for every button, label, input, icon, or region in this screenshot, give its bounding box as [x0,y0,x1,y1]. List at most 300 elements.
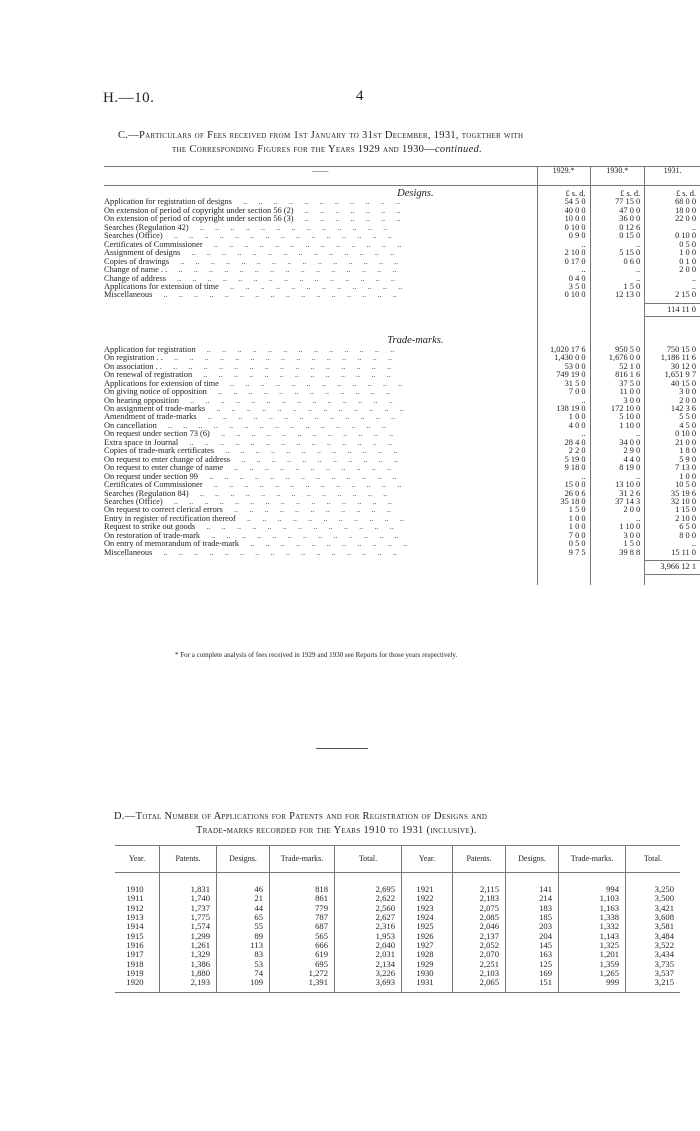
leader-dots: .. .. .. .. .. .. .. .. .. .. .. .. .. [205,403,404,413]
applications-cell: 2,075 [453,904,506,913]
designs-item-label-text: Searches (Regulation 42) [104,222,189,232]
trademarks-item-1931: 142 3 6 [645,405,700,413]
designs-item-label-text: Assignment of designs [104,248,181,258]
applications-cell: 1,325 [559,941,626,950]
applications-cell: 169 [506,969,559,978]
trademarks-item-label-text: Application for registration [104,344,196,354]
designs-item-1931: 0 5 0 [645,241,700,249]
trademarks-item-1930: 13 10 0 [590,481,645,489]
designs-total-row-value: 114 11 0 [645,303,700,316]
applications-cell: 1,299 [160,932,217,941]
applications-cell: 1,261 [160,941,217,950]
applications-header-row [115,846,680,873]
leader-dots: .. .. .. .. .. .. .. .. .. .. .. [222,505,391,515]
trademarks-item-1930: 8 19 0 [590,464,645,472]
leader-dots: .. .. .. .. .. .. .. .. .. .. .. .. .. [197,471,397,481]
applications-cell: 1930 [402,969,453,978]
trademarks-item-1930: 3 0 0 [590,532,645,540]
applications-cell: 2,627 [335,913,402,922]
leader-dots: .. .. .. .. .. .. .. .. .. .. .. .. .. .. .. [169,256,399,266]
document-reference: H.—10. [103,90,155,106]
leader-dots: .. .. .. .. .. .. .. .. .. .. .. .. .. .. .. [156,420,387,430]
applications-header-4: Total. [335,846,402,873]
trademarks-item-1931: 750 15 0 [645,346,700,354]
trademarks-item-label-text: Miscellaneous [104,547,153,557]
applications-cell: 3,522 [626,941,681,950]
fees-header-desc: —— [104,167,537,186]
applications-header-8: Trade-marks. [559,846,626,873]
applications-cell: 818 [270,873,335,895]
applications-cell: 3,226 [335,969,402,978]
applications-cell: 214 [506,894,559,903]
designs-item-label-text: Certificates of Commissioner [104,239,203,249]
applications-cell: 695 [270,960,335,969]
applications-cell: 83 [217,950,270,959]
trademarks-item-1930: 5 10 0 [590,413,645,421]
applications-cell: 1916 [126,940,144,951]
leader-dots: .. .. .. .. .. .. .. .. .. .. .. .. .. .. .. [161,361,392,371]
designs-item-1931: 2 15 0 [645,291,700,299]
leader-dots: .. .. .. .. .. .. .. .. .. .. .. .. .. .. .. [162,231,392,241]
trademarks-item-label-text: On association . . [104,361,162,371]
section-c-title-line2 [172,144,482,155]
trademarks-item-1931: 2 10 0 [645,515,700,523]
trademarks-item-1929: 1 5 0 [537,506,590,514]
leader-dots: .. .. .. .. .. .. .. .. .. .. .. [239,539,408,549]
applications-header-0: Year. [115,846,160,873]
section-c-title-line1: C.—Particulars of Fees received from 1st January to 31st December, 1931, together with [118,130,524,141]
applications-cell: 1931 [402,978,453,992]
trademarks-total-row-value: 3,966 12 1 [645,561,700,574]
trademarks-item-label [104,549,537,557]
designs-item-1930: 36 0 0 [590,215,645,223]
trademarks-item-label-text: Searches (Office) [104,496,163,506]
leader-dots: .. .. .. .. .. .. .. .. .. .. .. .. [209,429,394,439]
leader-dots: .. .. .. .. .. .. .. .. .. .. .. [230,454,399,464]
designs-item-1929: 0 9 0 [537,232,590,240]
applications-cell: 125 [506,960,559,969]
trademarks-gap-cell-2 [590,317,645,338]
applications-cell: 1912 [126,902,144,913]
applications-header-9: Total. [626,846,681,873]
trademarks-item-1931: 0 10 0 [645,430,700,438]
trademarks-item-1931: 1,651 9 7 [645,371,700,379]
trademarks-item-1929: 1,020 17 6 [537,346,590,354]
trademarks-item-1930: 2 9 0 [590,447,645,455]
designs-item-1931: 22 0 0 [645,215,700,223]
designs-item-1930: 0 12 6 [590,224,645,232]
trademarks-item-label-text: On request under section 73 (6) [104,429,210,439]
applications-cell: 3,693 [335,978,402,992]
leader-dots: .. .. .. .. .. .. .. .. .. .. .. .. .. .. [178,437,393,447]
trademarks-item-1930: 950 5 0 [590,346,645,354]
trademarks-item-1929: 53 0 0 [537,363,590,371]
applications-cell: 2,560 [335,904,402,913]
applications-cell: 1921 [402,873,453,895]
trademarks-item-1930: 31 2 6 [590,490,645,498]
leader-dots: .. .. .. .. .. .. .. .. .. .. .. .. .. .. .. .. [152,547,397,557]
fees-bottom-spacer [104,574,700,585]
designs-item-label-text: Copies of drawings [104,256,170,266]
trademarks-total-row-blank [104,561,537,574]
designs-item-1929: 0 10 0 [537,224,590,232]
section-c-title-line2-text: the Corresponding Figures for the Years 1929 and 1930— [172,144,435,155]
leader-dots: .. .. .. .. .. .. .. .. .. .. .. .. .. [200,530,399,540]
applications-cell: 109 [217,978,270,992]
leader-dots: .. .. .. .. .. .. .. .. .. .. .. .. [218,281,403,291]
trademarks-gap [104,317,700,338]
applications-cell: 1,272 [270,969,335,978]
applications-cell: 1917 [126,949,144,960]
designs-item-1931: 0 1 0 [645,258,700,266]
applications-cell: 151 [506,978,559,992]
trademarks-item-label-text: Request to strike out goods [104,522,196,532]
trademarks-item-1931: 1 0 0 [645,473,700,481]
trademarks-gap-cell-0 [104,317,537,338]
trademarks-item-1929: 4 0 0 [537,422,590,430]
applications-cell: 44 [217,904,270,913]
designs-total-row [104,303,700,316]
fees-bottom-spacer-cell-3 [645,574,700,585]
trademarks-item-1929: 15 0 0 [537,481,590,489]
trademarks-item-1930: 37 5 0 [590,380,645,388]
applications-cell: 1926 [402,932,453,941]
designs-item-1929: 40 0 0 [537,207,590,215]
trademarks-item-1929: 9 18 0 [537,464,590,472]
trademarks-item-1930: 3 0 0 [590,397,645,405]
page-number: 4 [356,88,364,104]
trademarks-item-1929: 5 19 0 [537,456,590,464]
applications-cell: 2,103 [453,969,506,978]
designs-total-row-blank-1930 [590,303,645,316]
designs-item-1929: 0 17 0 [537,258,590,266]
applications-cell: 185 [506,913,559,922]
trademarks-total-row [104,561,700,574]
applications-row [115,978,680,992]
designs-item-label-text: On extension of period of copyright under section 56 (2) [104,205,294,215]
leader-dots: .. .. .. .. .. .. .. [293,205,401,215]
applications-cell: 2,193 [160,978,217,992]
leader-dots: .. .. .. .. .. .. .. .. .. .. .. .. .. .. [180,248,395,258]
applications-cell: 1,391 [270,978,335,992]
trademarks-item-1931: 10 5 0 [645,481,700,489]
trademarks-item-label-text: On registration . . [104,353,163,363]
trademarks-item-label-text: On request to enter change of name [104,463,224,473]
trademarks-item-1931: 3 0 0 [645,388,700,396]
designs-heading-row-label: Designs. [397,188,434,199]
designs-item-label-text: Application for registration of designs [104,197,232,207]
designs-item-1930: 12 13 0 [590,291,645,299]
designs-item-1931: 18 0 0 [645,207,700,215]
applications-cell: 1,740 [160,894,217,903]
applications-cell: 203 [506,922,559,931]
trademarks-item-label-text: Extra space in Journal [104,437,179,447]
trademarks-item-1931: 1 15 0 [645,506,700,514]
applications-cell: 1,103 [559,894,626,903]
trademarks-item-1931: 4 5 0 [645,422,700,430]
applications-cell: 787 [270,913,335,922]
designs-item-1930: .. [590,241,645,249]
leader-dots: .. .. .. .. .. .. .. .. .. .. .. .. .. .. .. [162,353,393,363]
designs-item-1931: 2 0 0 [645,266,700,274]
designs-item-1930: 77 15 0 [590,198,645,206]
applications-cell: 1,201 [559,950,626,959]
trademarks-item-1929: 7 0 0 [537,388,590,396]
trademarks-item-1931: 1,186 11 6 [645,354,700,362]
trademarks-item-label-text: On restoration of trade-mark [104,530,201,540]
applications-cell: 565 [270,932,335,941]
trademarks-item-1929: 9 7 5 [537,549,590,557]
applications-cell: 2,085 [453,913,506,922]
applications-cell: 999 [559,978,626,992]
leader-dots: .. .. .. .. .. .. .. .. .. .. .. .. .. [202,480,402,490]
applications-cell: 65 [217,913,270,922]
trademarks-item-1929: 1 0 0 [537,523,590,531]
trademarks-item-1929: .. [537,397,590,405]
applications-table [115,845,680,993]
applications-cell: 2,031 [335,950,402,959]
leader-dots: .. .. .. .. .. .. .. .. .. .. .. .. .. [195,522,394,532]
designs-item-label-text: Applications for extension of time [104,281,219,291]
applications-cell: 1910 [126,884,144,894]
trademarks-item-label-text: On assignment of trade-marks [104,403,206,413]
currency-label-2: £ s. d. [645,190,700,198]
leader-dots: .. .. .. .. .. .. .. .. .. .. .. .. .. .. .. [162,496,392,506]
trademarks-item-1931: 8 0 0 [645,532,700,540]
designs-item-label-text: Change of address [104,273,166,283]
applications-cell: 74 [217,969,270,978]
applications-cell: 183 [506,904,559,913]
trademarks-item-1931: 35 19 6 [645,490,700,498]
applications-cell: 1,163 [559,904,626,913]
trademarks-item-label-text: On request to correct clerical errors [104,505,223,515]
applications-cell: 21 [217,894,270,903]
designs-item-1929: 10 0 0 [537,215,590,223]
applications-cell: 46 [217,873,270,895]
trademarks-item-1931: 5 9 0 [645,456,700,464]
fees-bottom-spacer-cell-1 [537,574,590,585]
trademarks-item-label-text: Amendment of trade-marks [104,412,197,422]
designs-item-1931: .. [645,224,700,232]
designs-item-1930: 47 0 0 [590,207,645,215]
trademarks-item-1930: 52 1 0 [590,363,645,371]
trademarks-item-1930: 34 0 0 [590,439,645,447]
applications-cell: 2,183 [453,894,506,903]
applications-cell: 55 [217,922,270,931]
applications-cell: 1927 [402,941,453,950]
trademarks-item-1931: 21 0 0 [645,439,700,447]
applications-cell: 2,695 [335,873,402,895]
trademarks-item-1931: 6 5 0 [645,523,700,531]
designs-item-row [104,291,700,299]
trademarks-total-row-blank-1930 [590,561,645,574]
leader-dots: .. .. .. .. .. .. .. .. .. .. .. .. [218,378,403,388]
trademarks-gap-cell-3 [645,317,700,338]
applications-row [115,873,680,895]
trademarks-item-1929: 1 0 0 [537,413,590,421]
applications-cell: 2,070 [453,950,506,959]
trademarks-item-label-text: On entry of memorandum of trade-mark [104,539,240,549]
currency-label-1: £ s. d. [590,190,645,198]
trademarks-item-1930: 816 1 6 [590,371,645,379]
applications-cell: 1929 [402,960,453,969]
applications-cell: 3,537 [626,969,681,978]
trademarks-total-row-blank-1929 [537,561,590,574]
leader-dots: .. .. .. .. .. .. .. .. .. .. .. .. [214,446,398,456]
applications-cell: 1923 [402,904,453,913]
applications-cell: 1,338 [559,913,626,922]
trademarks-item-1929: .. [537,473,590,481]
trademarks-item-1930: 37 14 3 [590,498,645,506]
applications-cell: 666 [270,941,335,950]
designs-item-label [104,291,537,299]
trademarks-item-1931: 15 11 0 [645,549,700,557]
trademarks-item-label-text: Copies of trade-mark certificates [104,446,214,456]
trademarks-heading-row-label: Trade-marks. [387,335,444,347]
applications-header-6: Patents. [453,846,506,873]
trademarks-item-1930: 1,676 0 0 [590,354,645,362]
trademarks-item-1929: 31 5 0 [537,380,590,388]
trademarks-item-label-text: On giving notice of opposition [104,387,207,397]
leader-dots: .. .. .. .. .. .. .. .. .. .. .. .. [206,387,391,397]
fees-bottom-spacer-cell-2 [590,574,645,585]
designs-item-1929: 3 5 0 [537,283,590,291]
designs-item-1930: .. [590,275,645,283]
trademarks-item-1929: 7 0 0 [537,532,590,540]
applications-cell: 3,500 [626,894,681,903]
trademarks-item-1929: 26 0 6 [537,490,590,498]
applications-cell: 1,880 [160,969,217,978]
trademarks-item-1930: 4 4 0 [590,456,645,464]
applications-cell: 2,622 [335,894,402,903]
applications-cell: 1913 [126,912,144,923]
leader-dots: .. .. .. .. .. .. .. [293,214,401,224]
applications-cell: 113 [217,941,270,950]
applications-cell: 3,434 [626,950,681,959]
trademarks-item-1929: 2 2 0 [537,447,590,455]
designs-item-1929: 0 10 0 [537,291,590,299]
applications-cell: 3,608 [626,913,681,922]
applications-cell: 687 [270,922,335,931]
applications-cell: 1,265 [559,969,626,978]
designs-item-1929: .. [537,241,590,249]
trademarks-item-1929: 0 5 0 [537,540,590,548]
applications-cell: 1928 [402,950,453,959]
designs-item-1931: .. [645,283,700,291]
trademarks-item-label-text: Applications for extension of time [104,378,219,388]
applications-cell: 141 [506,873,559,895]
trademarks-item-1930: .. [590,430,645,438]
applications-cell: 2,251 [453,960,506,969]
applications-cell: 779 [270,904,335,913]
applications-cell: 1920 [115,978,160,992]
designs-item-1929: .. [537,266,590,274]
applications-cell: 1914 [126,921,144,932]
applications-cell: 2,052 [453,941,506,950]
applications-header-3: Trade-marks. [270,846,335,873]
applications-cell: 1915 [126,930,144,941]
leader-dots: .. .. .. .. .. .. .. .. .. .. .. .. .. .. [178,395,393,405]
leader-dots: .. .. .. .. .. .. .. .. .. .. .. .. .. .. .. [165,273,396,283]
trademarks-item-1930: 1 5 0 [590,540,645,548]
fees-header-1930: 1930.* [590,167,645,186]
applications-header-5: Year. [402,846,453,873]
trademarks-item-label-text: On request to enter change of address [104,454,231,464]
trademarks-item-1931: 7 13 0 [645,464,700,472]
applications-cell: 1,386 [160,960,217,969]
trademarks-item-1929: 138 19 0 [537,405,590,413]
designs-item-1930: .. [590,266,645,274]
fees-header-1929: 1929.* [537,167,590,186]
leader-dots: .. .. .. .. .. .. .. .. .. .. .. [235,513,404,523]
applications-cell: 1,574 [160,922,217,931]
section-c-continued: continued. [434,144,482,155]
applications-cell: 163 [506,950,559,959]
trademarks-item-1931: 40 15 0 [645,380,700,388]
applications-cell: 3,581 [626,922,681,931]
trademarks-item-1929: 28 4 0 [537,439,590,447]
applications-cell: 1,737 [160,904,217,913]
applications-header-2: Designs. [217,846,270,873]
applications-cell: 1922 [402,894,453,903]
trademarks-item-1931: 5 5 0 [645,413,700,421]
trademarks-item-1931: .. [645,540,700,548]
applications-cell: 1,359 [559,960,626,969]
trademarks-item-label-text: On cancellation [104,420,157,430]
trademarks-item-label-text: On request under section 99 [104,471,198,481]
applications-cell: 145 [506,941,559,950]
applications-cell: 1,953 [335,932,402,941]
applications-cell: 2,040 [335,941,402,950]
applications-cell: 1911 [126,893,144,904]
applications-cell: 3,250 [626,873,681,895]
designs-item-label-text: Change of name . . [104,265,168,275]
leader-dots: .. .. .. .. .. .. .. .. .. .. .. .. .. [192,370,391,380]
applications-cell: 1,831 [160,873,217,895]
trademarks-item-row [104,549,700,557]
applications-table-body [115,873,680,993]
trademarks-item-label-text: On hearing opposition [104,395,179,405]
trademarks-item-label-text: Searches (Regulation 84) [104,488,189,498]
leader-dots: .. .. .. .. .. .. .. .. .. .. .. .. .. .. .. [167,265,397,275]
applications-cell: 619 [270,950,335,959]
trademarks-item-1930: 1 10 0 [590,523,645,531]
fees-table-body [104,167,700,585]
applications-cell: 1919 [126,968,144,979]
trademarks-item-1931: 2 0 0 [645,397,700,405]
applications-cell: 2,046 [453,922,506,931]
trademarks-gap-cell-1 [537,317,590,338]
leader-dots: .. .. .. .. .. .. .. .. .. .. .. .. .. [196,412,396,422]
leader-dots: .. .. .. .. .. .. .. .. .. .. .. .. .. .. .. .. [152,290,397,300]
trademarks-item-1931: 1 8 0 [645,447,700,455]
applications-cell: 1,143 [559,932,626,941]
trademarks-item-1929: 1 0 0 [537,515,590,523]
applications-cell: 3,215 [626,978,681,992]
designs-item-1930: 1 5 0 [590,283,645,291]
designs-item-1931: 68 0 0 [645,198,700,206]
leader-dots: .. .. .. .. .. .. .. .. .. .. .. [223,463,392,473]
trademarks-item-1929: 35 18 0 [537,498,590,506]
trademarks-item-1930: 39 8 8 [590,549,645,557]
applications-cell: 3,421 [626,904,681,913]
section-divider [316,748,368,749]
trademarks-item-1930: 1 10 0 [590,422,645,430]
fees-table [104,166,700,585]
trademarks-item-1931: 32 10 0 [645,498,700,506]
applications-cell: 3,735 [626,960,681,969]
trademarks-item-1929: 749 19 0 [537,371,590,379]
